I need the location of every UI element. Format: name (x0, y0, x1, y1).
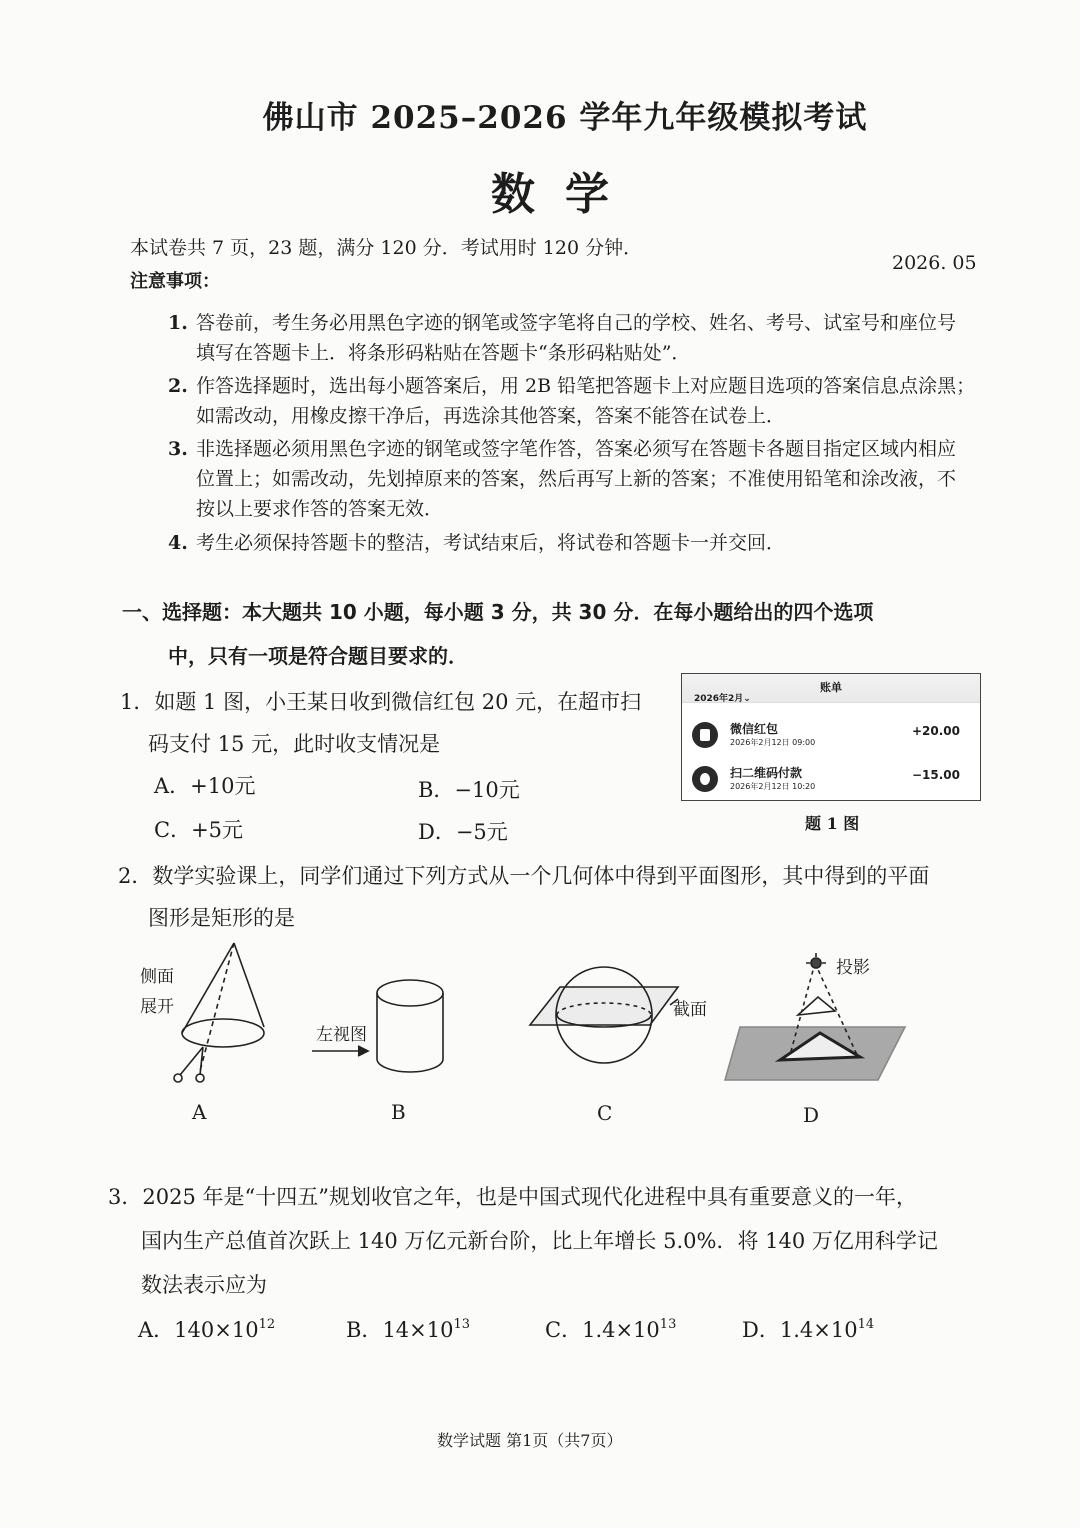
option-letter-d: D (803, 1103, 820, 1127)
q1-text-line1: 1．如题 1 图，小王某日收到微信红包 20 元，在超市扫 (120, 690, 642, 714)
notice-4: 4. 考生必须保持答题卡的整洁，考试结束后，将试卷和答题卡一并交回． (168, 532, 786, 554)
q3-text-line2: 国内生产总值首次跃上 140 万亿元新台阶，比上年增长 5.0%．将 140 万亿用科学记 (141, 1229, 938, 1253)
fig-b-label: 左视图 (316, 1025, 367, 1045)
fig-c-label: 截面 (673, 1000, 707, 1020)
subject-title: 数学 (491, 169, 639, 220)
bill-row-time: 2026年2月12日 10:20 (730, 782, 816, 791)
qr-pay-icon (692, 766, 718, 792)
q2-text-line1: 2．数学实验课上，同学们通过下列方式从一个几何体中得到平面图形，其中得到的平面 (118, 864, 930, 888)
q2-figures (130, 935, 930, 1100)
notice-2: 2. 作答选择题时，选出每小题答案后，用 2B 铅笔把答题卡上对应题目选项的答案信息点涂黑； 如需改动，用橡皮擦干净后，再选涂其他答案，答案不能答在试卷上． (168, 375, 976, 427)
q1-option-a: A．+10元 (154, 774, 256, 798)
exam-title: 佛山市 2025–2026 学年九年级模拟考试 (262, 100, 868, 136)
q2-text-line2: 图形是矩形的是 (148, 906, 295, 930)
q1-option-c: C．+5元 (154, 818, 244, 842)
bill-header (682, 674, 980, 703)
section-1-heading-line1: 一、选择题：本大题共 10 小题，每小题 3 分，共 30 分．在每小题给出的四个选项 (122, 600, 874, 624)
bill-row-amount: −15.00 (911, 768, 960, 782)
bill-title: 账单 (820, 681, 842, 694)
bill-row-time: 2026年2月12日 09:00 (730, 738, 816, 747)
red-packet-icon (692, 722, 718, 748)
q3-text-line3: 数法表示应为 (141, 1273, 267, 1297)
q1-option-d: D．−5元 (418, 820, 508, 844)
q3-option-b: B．$14\times 10^{13}$ (346, 1317, 471, 1342)
option-letter-c: C (597, 1101, 613, 1125)
section-1-heading-line2: 中，只有一项是符合题目要求的． (168, 644, 468, 668)
q3-option-a: A．$140\times 10^{12}$ (138, 1317, 276, 1342)
notice-1: 1. 答卷前，考生务必用黑色字迹的钢笔或签字笔将自己的学校、姓名、考号、试室号和座位号 填写在答题卡上．将条形码粘贴在答题卡“条形码粘贴处”． (168, 312, 957, 364)
notice-heading: 注意事项： (130, 271, 220, 292)
option-letter-a: A (192, 1100, 207, 1124)
bill-row-amount: +20.00 (911, 724, 960, 738)
bill-row-name: 微信红包 (730, 722, 779, 736)
q3-text-line1: 3．2025 年是“十四五”规划收官之年，也是中国式现代化进程中具有重要意义的一年， (108, 1185, 917, 1209)
option-letter-b: B (391, 1100, 406, 1124)
cone-figure (174, 943, 264, 1082)
bill-month: 2026年2月⌄ (694, 694, 751, 704)
bill-row-name: 扫二维码付款 (730, 766, 803, 780)
q3-option-c: C．$1.4\times 10^{13}$ (545, 1317, 677, 1342)
bill-figure (681, 673, 981, 801)
bill-row (690, 718, 970, 758)
q3-option-d: D．$1.4\times 10^{14}$ (742, 1317, 875, 1342)
q1-text-line2: 码支付 15 元，此时收支情况是 (148, 732, 441, 756)
q1-figure-caption: 题 1 图 (805, 814, 860, 833)
fig-d-label: 投影 (836, 958, 870, 978)
exam-date: 2026. 05 (892, 252, 977, 274)
bill-row (690, 762, 970, 802)
notice-3: 3. 非选择题必须用黑色字迹的钢笔或签字笔作答，答案必须写在答题卡各题目指定区域内相应 位置上；如需改动，先划掉原来的答案，然后再写上新的答案；不准使用铅笔和涂改液，不 按以上要求作答的答案无效． (168, 438, 957, 520)
fig-a-label-1: 侧面 (140, 967, 174, 987)
page-footer: 数学试题 第1页（共7页） (437, 1431, 623, 1450)
q1-option-b: B．−10元 (418, 778, 520, 802)
exam-info: 本试卷共 7 页，23 题，满分 120 分．考试用时 120 分钟． (130, 237, 643, 259)
projection-figure (725, 953, 905, 1080)
fig-a-label-2: 展开 (140, 997, 174, 1017)
sphere-figure (530, 967, 678, 1063)
